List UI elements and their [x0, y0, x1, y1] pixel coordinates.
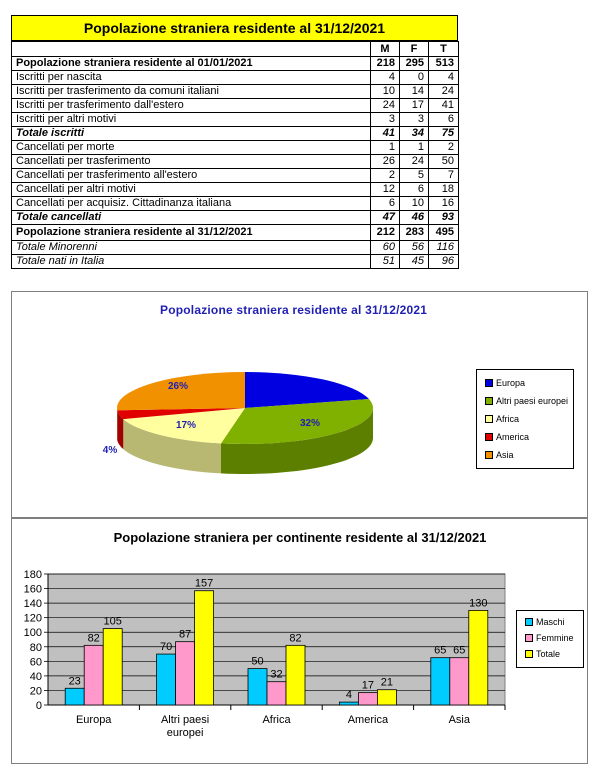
cell-f: 14	[400, 85, 429, 99]
pie-data-label: 17%	[175, 420, 197, 431]
cell-t: 4	[429, 71, 459, 85]
y-tick-label: 120	[23, 612, 42, 625]
bar-value-label: 105	[103, 615, 122, 628]
cell-f: 6	[400, 183, 429, 197]
row-label: Totale Minorenni	[12, 241, 371, 255]
cell-t: 116	[429, 241, 459, 255]
cell-t: 50	[429, 155, 459, 169]
legend-label: Altri paesi europei	[496, 396, 569, 406]
bar-maschi-europa	[65, 688, 84, 705]
bar-chart-title: Popolazione straniera per continente residente al 31/12/2021	[113, 530, 487, 545]
cell-t: 24	[429, 85, 459, 99]
column-header: M	[371, 42, 400, 57]
bar-totale-america	[377, 690, 396, 705]
bar-totale-europa	[103, 629, 122, 705]
x-tick-label: Asia	[448, 714, 471, 726]
legend-swatch	[525, 650, 533, 658]
bar-maschi-asia	[431, 658, 450, 705]
cell-f: 0	[400, 71, 429, 85]
legend-label: Totale	[536, 649, 561, 659]
y-tick-label: 180	[23, 569, 42, 581]
column-header: T	[429, 42, 459, 57]
cell-t: 513	[429, 57, 459, 71]
bar-value-label: 4	[345, 689, 352, 702]
y-tick-label: 80	[29, 641, 42, 654]
row-label: Totale cancellati	[12, 211, 371, 225]
cell-t: 41	[429, 99, 459, 113]
cell-m: 24	[371, 99, 400, 113]
legend-label: Maschi	[536, 617, 565, 627]
cell-m: 6	[371, 197, 400, 211]
cell-m: 47	[371, 211, 400, 225]
x-tick-label	[161, 714, 209, 739]
cell-m: 10	[371, 85, 400, 99]
legend-entry	[525, 617, 565, 628]
cell-t: 495	[429, 225, 459, 241]
cell-m: 218	[371, 57, 400, 71]
cell-f: 46	[400, 211, 429, 225]
row-label: Iscritti per trasferimento dall'estero	[12, 99, 371, 113]
cell-f: 5	[400, 169, 429, 183]
pie-chart-title: Popolazione straniera residente al 31/12/2021	[160, 303, 428, 317]
bar-maschi-america	[339, 702, 358, 705]
y-tick-label: 140	[23, 598, 42, 611]
cell-t: 16	[429, 197, 459, 211]
bar-value-label: 23	[68, 675, 81, 688]
cell-m: 60	[371, 241, 400, 255]
cell-m: 3	[371, 113, 400, 127]
pie-data-label: 4%	[102, 445, 118, 456]
bar-value-label: 87	[178, 628, 192, 641]
table-title: Popolazione straniera residente al 31/12/2021	[11, 15, 458, 41]
cell-t: 7	[429, 169, 459, 183]
bar-value-label: 32	[270, 668, 283, 681]
bar-femmine-asia	[450, 658, 469, 705]
x-tick-label: Africa	[262, 714, 291, 726]
cell-f: 17	[400, 99, 429, 113]
x-tick-label-line: Altri paesi	[160, 714, 210, 726]
legend-label: Africa	[496, 414, 520, 424]
cell-f: 56	[400, 241, 429, 255]
y-tick-label: 20	[29, 685, 42, 698]
y-tick-label: 100	[23, 627, 42, 640]
cell-t: 96	[429, 255, 459, 269]
bar-value-label: 50	[251, 655, 264, 668]
y-tick-label: 60	[29, 656, 42, 669]
cell-f: 24	[400, 155, 429, 169]
cell-t: 2	[429, 141, 459, 155]
legend-label: Femmine	[536, 633, 574, 643]
bar-totale-altri-paesi-europei	[195, 591, 214, 705]
bar-totale-africa	[286, 645, 305, 705]
row-label: Cancellati per trasferimento	[12, 155, 371, 169]
legend-label: America	[496, 432, 530, 442]
x-tick-label: Europa	[75, 714, 112, 726]
y-tick-label: 0	[35, 700, 42, 712]
row-label: Cancellati per trasferimento all'estero	[12, 169, 371, 183]
row-label: Iscritti per trasferimento da comuni italiani	[12, 85, 371, 99]
cell-f: 283	[400, 225, 429, 241]
cell-f: 34	[400, 127, 429, 141]
bar-value-label: 65	[453, 644, 466, 657]
pie-data-label: 26%	[167, 381, 189, 392]
cell-m: 51	[371, 255, 400, 269]
row-label: Popolazione straniera residente al 31/12/2021	[12, 225, 371, 241]
bar-femmine-europa	[84, 645, 103, 705]
cell-m: 41	[371, 127, 400, 141]
row-label: Popolazione straniera residente al 01/01/2021	[12, 57, 371, 71]
bar-maschi-africa	[248, 669, 267, 705]
cell-f: 45	[400, 255, 429, 269]
cell-m: 4	[371, 71, 400, 85]
cell-t: 93	[429, 211, 459, 225]
row-label: Iscritti per altri motivi	[12, 113, 371, 127]
row-label: Totale iscritti	[12, 127, 371, 141]
bar-femmine-africa	[267, 682, 286, 705]
bar-value-label: 21	[380, 676, 394, 689]
cell-m: 1	[371, 141, 400, 155]
legend-entry	[525, 649, 560, 660]
bar-totale-asia	[469, 610, 488, 705]
bar-value-label: 17	[361, 679, 375, 692]
cell-m: 212	[371, 225, 400, 241]
legend-swatch	[525, 634, 533, 642]
bar-femmine-altri-paesi-europei	[176, 642, 195, 705]
row-label: Cancellati per altri motivi	[12, 183, 371, 197]
cell-t: 75	[429, 127, 459, 141]
bar-maschi-altri-paesi-europei	[157, 654, 176, 705]
bar-value-label: 157	[194, 577, 214, 590]
legend-entry	[525, 633, 574, 644]
bar-value-label: 82	[289, 632, 302, 645]
legend-label: Europa	[496, 378, 526, 388]
cell-m: 2	[371, 169, 400, 183]
bar-legend	[516, 610, 584, 668]
row-label: Cancellati per acquisiz. Cittadinanza italiana	[12, 197, 371, 211]
bar-value-label: 70	[159, 641, 173, 654]
cell-t: 6	[429, 113, 459, 127]
row-label: Totale nati in Italia	[12, 255, 371, 269]
legend-swatch	[525, 618, 533, 626]
bar-value-label: 82	[87, 632, 100, 645]
y-tick-label: 40	[29, 670, 42, 683]
cell-m: 26	[371, 155, 400, 169]
cell-f: 295	[400, 57, 429, 71]
cell-f: 1	[400, 141, 429, 155]
bar-femmine-america	[358, 693, 377, 705]
cell-m: 12	[371, 183, 400, 197]
x-tick-label: America	[347, 714, 389, 726]
pie-data-label: 32%	[299, 418, 321, 429]
cell-f: 10	[400, 197, 429, 211]
row-label: Iscritti per nascita	[12, 71, 371, 85]
column-header: F	[400, 42, 429, 57]
cell-f: 3	[400, 113, 429, 127]
bar-value-label: 130	[469, 597, 488, 610]
legend-label: Asia	[496, 450, 514, 460]
x-tick-label-line: europei	[166, 727, 204, 739]
row-label: Cancellati per morte	[12, 141, 371, 155]
bar-value-label: 65	[434, 644, 447, 657]
cell-t: 18	[429, 183, 459, 197]
y-tick-label: 160	[23, 583, 42, 596]
